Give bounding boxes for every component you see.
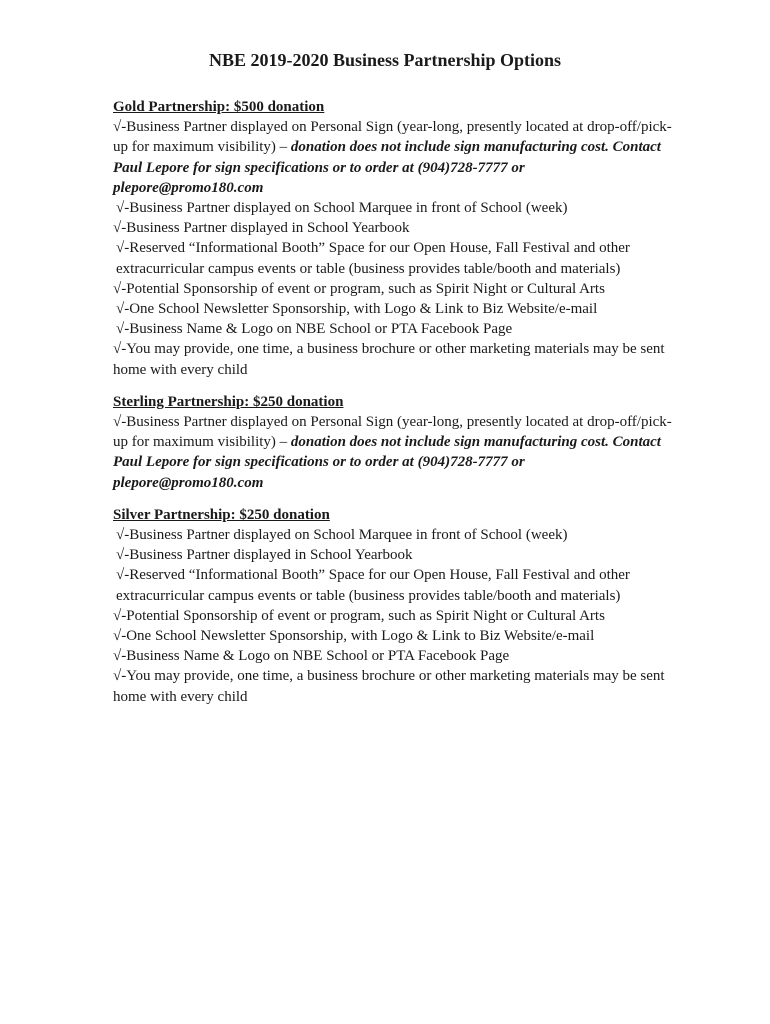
gold-item-sponsorship: √-Potential Sponsorship of event or program, such as Spirit Night or Cultural Arts [113, 280, 605, 297]
gold-item-newsletter: √-One School Newsletter Sponsorship, with Logo & Link to Biz Website/e-mail [116, 301, 598, 318]
silver-item-yearbook: √-Business Partner displayed in School Yearbook [116, 547, 413, 564]
sterling-item-personal-sign [113, 412, 673, 493]
gold-item-yearbook: √-Business Partner displayed in School Yearbook [113, 220, 410, 237]
gold-item-brochure: √-You may provide, one time, a business brochure or other marketing materials may be sent home with every child [113, 341, 665, 378]
sterling-partnership-heading: Sterling Partnership: $250 donation [113, 393, 344, 410]
gold-item-facebook: √-Business Name & Logo on NBE School or PTA Facebook Page [116, 321, 513, 338]
page-title: NBE 2019-2020 Business Partnership Options [208, 50, 562, 70]
silver-partnership-section [113, 505, 673, 707]
silver-item-booth: √-Reserved “Informational Booth” Space for our Open House, Fall Festival and other extracurricular campus events or table (business provides table/booth and materials) [116, 567, 630, 604]
document-body [113, 97, 673, 707]
gold-partnership-heading: Gold Partnership: $500 donation [113, 99, 325, 115]
gold-sign-text: √-Business Partner displayed on Personal Sign (year-long, presently located at drop-off/pick-up for maximum visibility) – [113, 119, 672, 156]
gold-item-personal-sign [113, 117, 673, 198]
gold-item-marquee: √-Business Partner displayed on School Marquee in front of School (week) [116, 200, 568, 217]
gold-item-booth: √-Reserved “Informational Booth” Space for our Open House, Fall Festival and other extracurricular campus events or table (business provides table/booth and materials) [116, 240, 630, 277]
gold-sign-note: donation does not include sign manufacturing cost. Contact Paul Lepore for sign specifications or to order at (904)728-7777 or plepore@promo180.com [113, 139, 661, 196]
silver-item-sponsorship: √-Potential Sponsorship of event or program, such as Spirit Night or Cultural Arts [113, 607, 605, 624]
silver-item-facebook: √-Business Name & Logo on NBE School or PTA Facebook Page [113, 648, 510, 665]
sterling-sign-text: √-Business Partner displayed on Personal Sign (year-long, presently located at drop-off/pick-up for maximum visibility) – [113, 414, 672, 451]
silver-item-newsletter: √-One School Newsletter Sponsorship, with Logo & Link to Biz Website/e-mail [113, 628, 595, 645]
silver-item-brochure: √-You may provide, one time, a business brochure or other marketing materials may be sent home with every child [113, 668, 665, 705]
gold-partnership-section [113, 97, 673, 380]
sterling-sign-note: donation does not include sign manufacturing cost. Contact Paul Lepore for sign specifications or to order at (904)728-7777 or plepore@promo180.com [113, 434, 661, 491]
silver-partnership-heading: Silver Partnership: $250 donation [113, 506, 330, 523]
silver-item-marquee: √-Business Partner displayed on School Marquee in front of School (week) [116, 527, 568, 544]
sterling-partnership-section [113, 392, 673, 493]
